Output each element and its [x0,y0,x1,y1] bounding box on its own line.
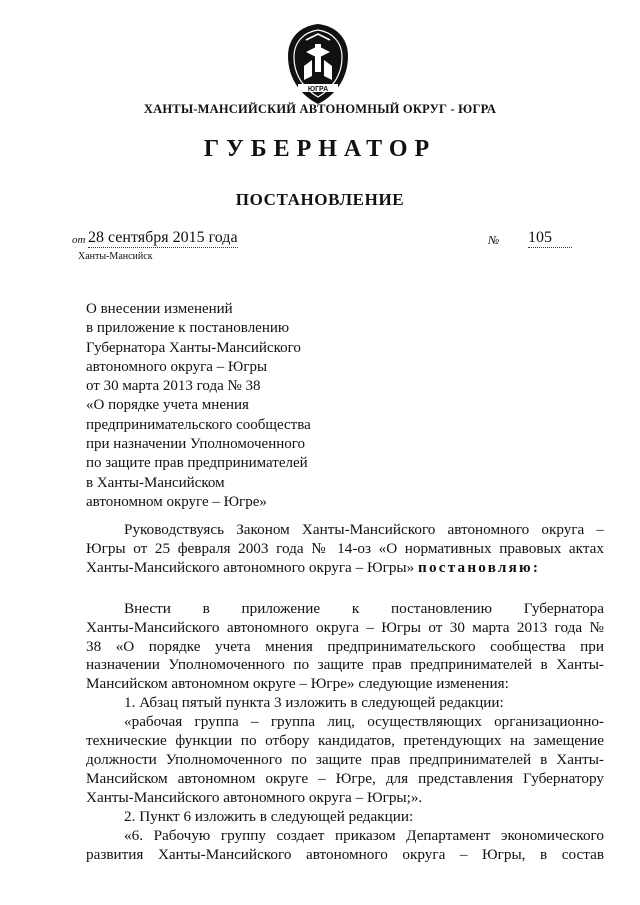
body-line: Внести в приложение к постановлению Губернатора [124,599,604,617]
subject-line: предпринимательского сообщества [86,416,311,433]
subject-line: автономного округа – Югры [86,358,268,375]
body-line: Ханты-Мансийского автономного округа – Югры;». [86,788,423,806]
body-line [86,559,604,578]
document-type: ПОСТАНОВЛЕНИЕ [235,190,405,209]
subject-line: автономном округе – Югре» [86,493,267,510]
body-line: Мансийском автономном округе – Югре» следующие изменения: [86,675,509,693]
decree-number [528,229,572,248]
body-line: Ханты-Мансийского автономного округа – Югры от 30 марта 2013 года № [86,618,604,636]
body-line: «рабочая группа – группа лиц, осуществляющих организационно- [124,713,604,731]
decree-date-text: 28 сентября 2015 года [88,229,238,246]
subject-line: Губернатора Ханты-Мансийского [86,339,301,356]
decree-subject [86,300,311,512]
subject-line: в приложение к постановлению [86,320,290,337]
body-line: Югры от 25 февраля 2003 года № 14-оз «О нормативных правовых актах [86,539,604,557]
body-line: Мансийском автономном округе – Югре, для представления Губернатору [86,769,604,787]
decree-date [88,229,238,248]
body-line: 2. Пункт 6 изложить в следующей редакции: [124,807,414,825]
coat-of-arms-emblem [282,22,354,106]
body-line: «6. Рабочую группу создает приказом Департамент экономического [124,826,604,844]
decree-body [86,521,604,864]
body-line: Руководствуясь Законом Ханты-Мансийского автономного округа – [124,521,604,538]
decree-number-text: 105 [528,229,572,248]
subject-line: от 30 марта 2013 года № 38 [86,378,261,395]
subject-line: по защите прав предпринимателей [86,455,308,472]
subject-line: «О порядке учета мнения [86,397,249,414]
body-line-text: Ханты-Мансийского автономного округа – Югры» [86,558,415,576]
date-prefix: от [72,234,86,246]
number-label: № [488,233,500,247]
body-line: 38 «О порядке учета мнения предпринимательского сообщества при [86,637,604,655]
city: Ханты-Мансийск [78,251,153,262]
body-line: назначении Уполномоченного по защите прав предпринимателей в Ханты- [86,656,604,674]
governor-title: ГУБЕРНАТОР [203,136,437,162]
region-heading: ХАНТЫ-МАНСИЙСКИЙ АВТОНОМНЫЙ ОКРУГ - ЮГРА [143,102,497,116]
body-line: должности Уполномоченного по защите прав предпринимателей в Ханты- [86,750,604,768]
resolve-word: постановляю: [418,558,541,576]
emblem-caption: ЮГРА [307,86,329,93]
body-line: развития Ханты-Мансийского автономного округа – Югры, в состав [86,845,604,863]
subject-line: О внесении изменений [86,301,233,317]
body-line: 1. Абзац пятый пункта 3 изложить в следующей редакции: [124,694,504,712]
subject-line: в Ханты-Мансийском [86,474,225,491]
body-line: технические функции по отбору кандидатов, претендующих на замещение [86,732,604,750]
subject-line: при назначении Уполномоченного [86,436,306,453]
